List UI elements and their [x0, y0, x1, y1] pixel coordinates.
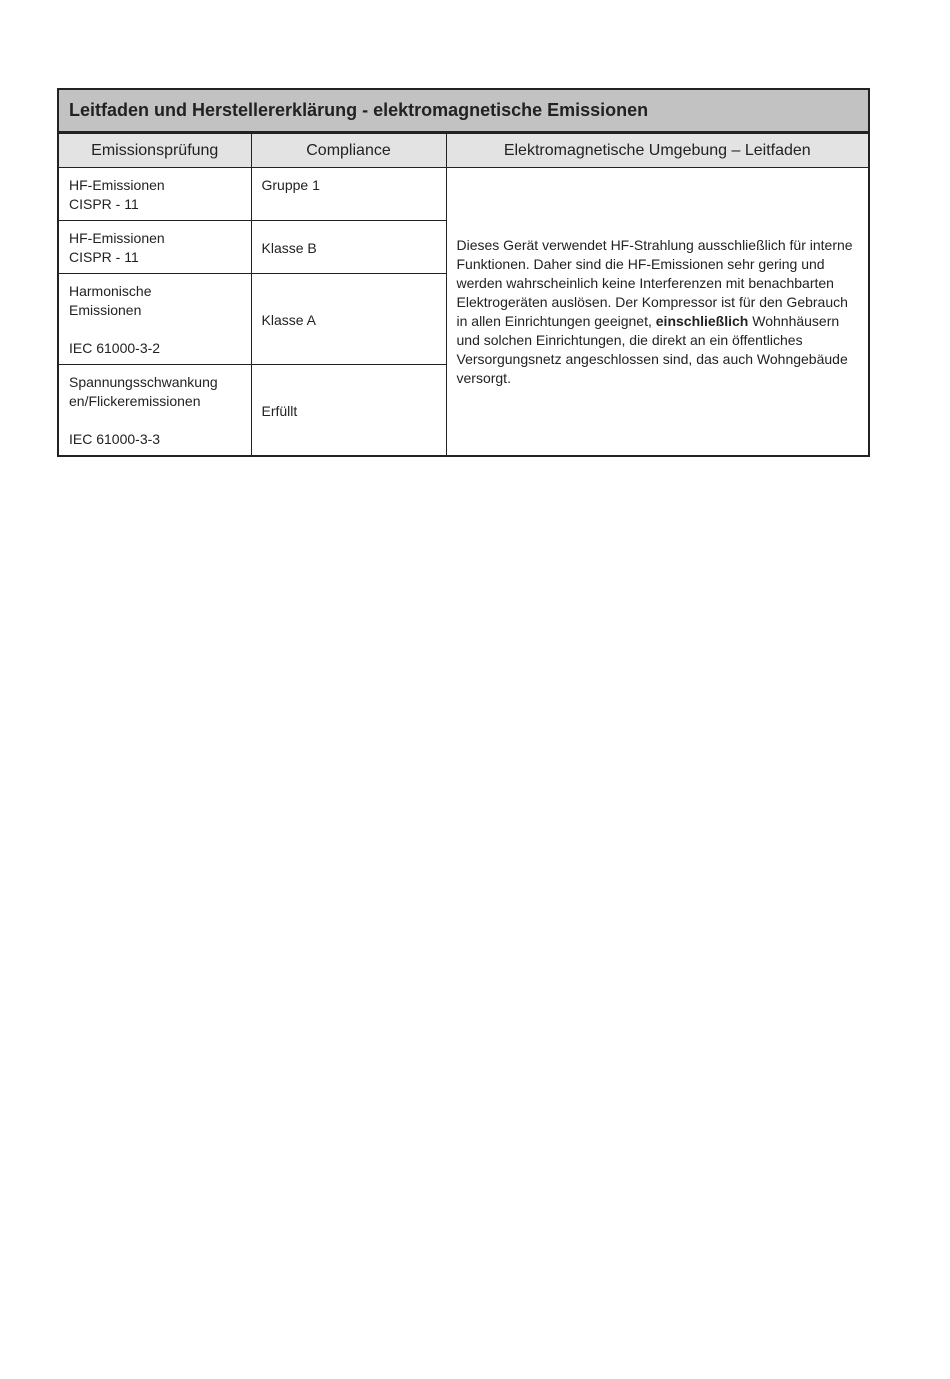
test-name-cont: Emissionen — [69, 302, 142, 318]
test-cell — [58, 168, 251, 221]
test-name: HF-Emissionen — [69, 230, 165, 246]
test-cell — [58, 274, 251, 365]
test-standard: IEC 61000-3-3 — [69, 431, 161, 447]
guidance-text-after: Wohnhäusern und solchen Einrichtungen, die direkt an ein öffentliches Versorgungsnetz angeschlossen sind, das auch Wohngebäude versorgt. — [456, 312, 848, 386]
test-name: Spannungsschwankung — [69, 374, 218, 390]
guidance-text-bold: einschließlich — [655, 312, 749, 329]
test-name-cont: en/Flickeremissionen — [69, 393, 201, 409]
guidance-text-before: Dieses Gerät verwendet HF-Strahlung ausschließlich für interne Funktionen. Daher sind die HF-Emissionen sehr gering und werden wahrscheinlich keine Interferenzen mit benachbarten Elektrogeräten auslösen. Der Kompressor ist für den Gebrauch in allen Einrichtungen geeignet, — [456, 236, 853, 329]
compliance-cell: Gruppe 1 — [251, 168, 446, 221]
emissions-table — [57, 88, 870, 457]
test-name: Harmonische — [69, 283, 152, 299]
test-cell — [58, 221, 251, 274]
table-row — [58, 168, 869, 221]
header-compliance: Compliance — [251, 133, 446, 168]
test-cell — [58, 365, 251, 457]
compliance-cell: Erfüllt — [251, 365, 446, 457]
guidance-cell — [446, 168, 869, 457]
header-emissions-test: Emissionsprüfung — [58, 133, 251, 168]
compliance-cell: Klasse A — [251, 274, 446, 365]
header-guidance: Elektromagnetische Umgebung – Leitfaden — [446, 133, 869, 168]
test-standard: CISPR - 11 — [69, 196, 139, 212]
table-title: Leitfaden und Herstellererklärung - elektromagnetische Emissionen — [58, 89, 869, 133]
compliance-cell: Klasse B — [251, 221, 446, 274]
test-name: HF-Emissionen — [69, 177, 165, 193]
test-standard: CISPR - 11 — [69, 249, 139, 265]
test-standard: IEC 61000-3-2 — [69, 340, 161, 356]
